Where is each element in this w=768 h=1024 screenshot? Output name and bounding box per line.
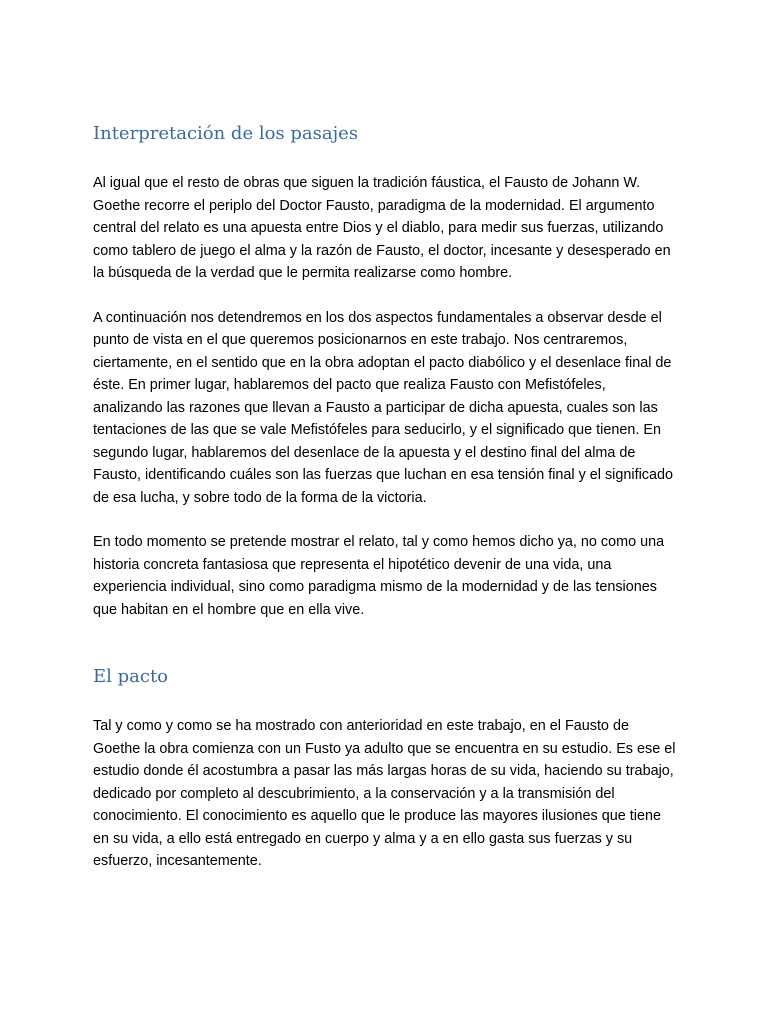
body-paragraph: A continuación nos detendremos en los dos aspectos fundamentales a observar desde el punto de vista en el que queremos posicionarnos en este trabajo. Nos centraremos, ciertamente, en el sentido que en la obra adoptan el pacto diabólico y el desenlace final de éste. En primer lugar, hablaremos del pacto que realiza Fausto con Mefistófeles, analizando las razones que llevan a Fausto a participar de dicha apuesta, cuales son las tentaciones de las que se vale Mefistófeles para seducirlo, y el significado que tienen. En segundo lugar, hablaremos del desenlace de la apuesta y el destino final del alma de Fausto, identificando cuáles son las fuerzas que luchan en esa tensión final y el significado de esa lucha, y sobre todo de la forma de la victoria. (93, 309, 673, 506)
body-paragraph: Tal y como y como se ha mostrado con anterioridad en este trabajo, en el Fausto de Goethe la obra comienza con un Fusto ya adulto que se encuentra en su estudio. Es ese el estudio donde él acostumbra a pasar las más largas horas de su vida, haciendo su trabajo, dedicado por completo al descubrimiento, a la conservación y a la transmisión del conocimiento. El conocimiento es aquello que le produce las mayores ilusiones que tiene en su vida, a ello está entregado en cuerpo y alma y a en ello gasta sus fuerzas y su esfuerzo, incesantemente. (93, 718, 676, 869)
document-content (93, 120, 678, 873)
body-paragraph: En todo momento se pretende mostrar el relato, tal y como hemos dicho ya, no como una historia concreta fantasiosa que representa el hipotético devenir de una vida, una experiencia individual, sino como paradigma mismo de la modernidad y de las tensiones que habitan en el hombre que en ella vive. (93, 534, 665, 618)
body-paragraph: Al igual que el resto de obras que siguen la tradición fáustica, el Fausto de Johann W. Goethe recorre el periplo del Doctor Fausto, paradigma de la modernidad. El argumento central del relato es una apuesta entre Dios y el diablo, para medir sus fuerzas, utilizando como tablero de juego el alma y la razón de Fausto, el doctor, incesante y desesperado en la búsqueda de la verdad que le permita realizarse como hombre. (93, 175, 671, 281)
section-heading-interpretacion: Interpretación de los pasajes (93, 123, 359, 144)
section-heading-el-pacto: El pacto (93, 666, 169, 687)
